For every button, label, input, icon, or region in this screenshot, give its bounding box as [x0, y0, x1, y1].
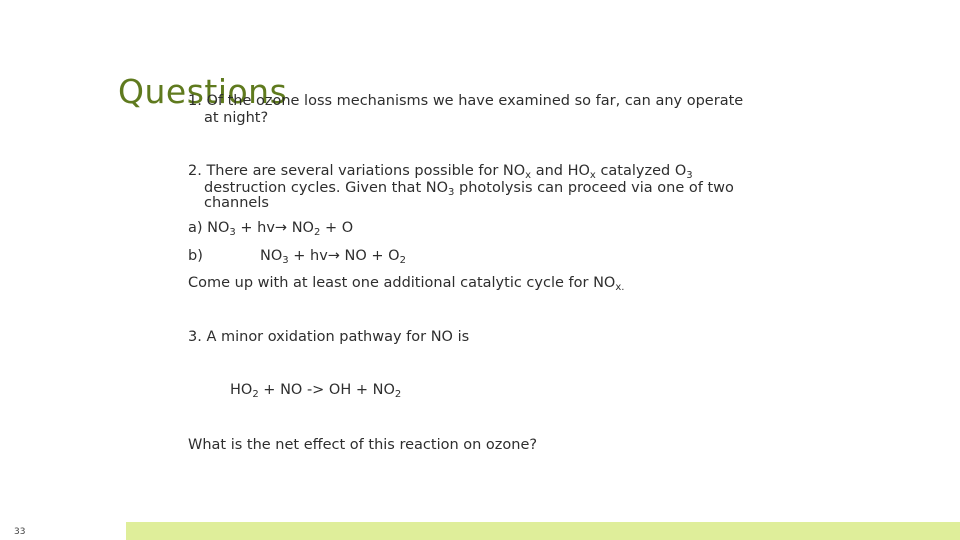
slide-title: Questions	[118, 72, 288, 111]
footer-divider	[118, 522, 126, 540]
question-1-line-2: at night?	[204, 110, 269, 126]
reaction-b: $NO_3 + hv\to$ NO + $O_2$	[260, 248, 406, 266]
reaction-a: a) $NO_3 + hv\to NO_2 + O$	[188, 220, 354, 238]
question-2-line-3: channels	[204, 195, 269, 211]
question-3: 3. A minor oxidation pathway for NO is	[188, 329, 470, 345]
catalytic-cycle-prompt: Come up with at least one additional catalytic cycle for $NO_{x.}$	[188, 275, 625, 293]
question-1-line-1: 1. Of the ozone loss mechanisms we have examined so far, can any operate	[188, 93, 744, 109]
question-2-line-2: destruction cycles. Given that $NO_3$ photolysis can proceed via one of two	[204, 180, 734, 198]
oxidation-reaction: $HO_2$ + NO -> OH + $NO_2$	[230, 382, 402, 400]
page-number: 33	[14, 527, 26, 537]
footer-accent-bar	[126, 522, 960, 540]
question-2-line-1: 2. There are several variations possible for $NO_x$ and $HO_x$ catalyzed $O_3$	[188, 163, 693, 181]
net-effect-question: What is the net effect of this reaction on ozone?	[188, 437, 538, 453]
reaction-b-label: b)	[188, 248, 203, 264]
